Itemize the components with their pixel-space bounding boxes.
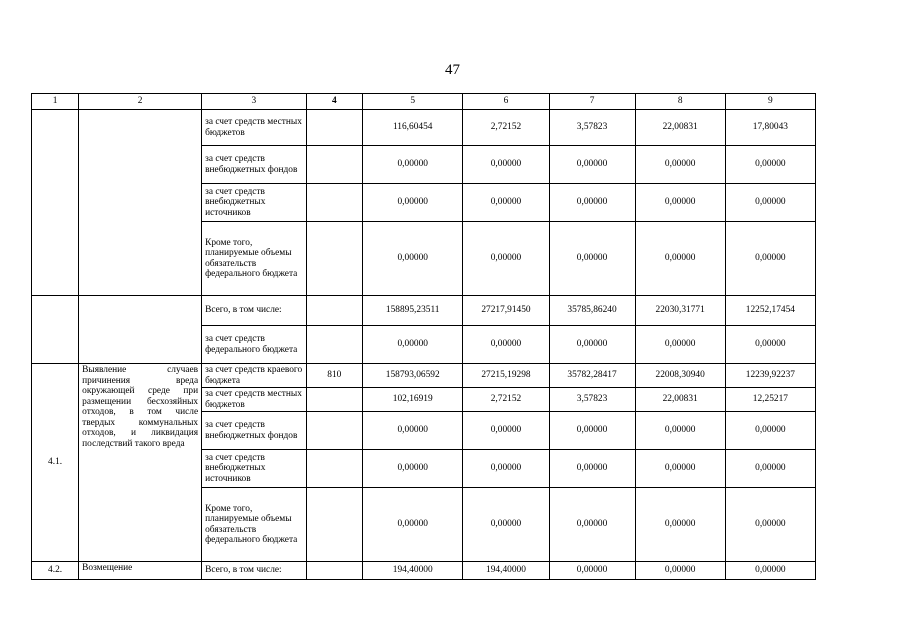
value-cell: 0,00000	[725, 412, 815, 450]
code-cell	[306, 562, 362, 580]
value-cell: 2,72152	[463, 110, 549, 146]
value-cell: 3,57823	[549, 110, 635, 146]
value-cell: 0,00000	[363, 222, 463, 296]
value-cell: 0,00000	[635, 412, 725, 450]
value-cell: 0,00000	[463, 450, 549, 488]
value-cell: 0,00000	[635, 488, 725, 562]
value-cell: 12,25217	[725, 388, 815, 412]
table-row	[32, 110, 816, 146]
value-cell: 0,00000	[363, 412, 463, 450]
header-cell: 4	[306, 94, 362, 110]
value-cell: 22008,30940	[635, 364, 725, 388]
item-title: Выявление случаев причинения вреда окружающей среде при размещении бесхозяйных отходов, в том числе твердых коммунальных отходов, и ликвидация последствий такого вреда	[79, 364, 202, 562]
value-cell: 0,00000	[463, 412, 549, 450]
value-cell: 0,00000	[363, 326, 463, 364]
value-cell: 0,00000	[363, 450, 463, 488]
header-cell: 3	[202, 94, 307, 110]
header-cell: 2	[79, 94, 202, 110]
source-cell: за счет средств краевого бюджета	[202, 364, 307, 388]
value-cell: 12239,92237	[725, 364, 815, 388]
value-cell: 0,00000	[463, 488, 549, 562]
value-cell: 22,00831	[635, 388, 725, 412]
value-cell: 22,00831	[635, 110, 725, 146]
value-cell: 0,00000	[635, 326, 725, 364]
value-cell: 194,40000	[363, 562, 463, 580]
code-cell	[306, 388, 362, 412]
value-cell: 0,00000	[549, 184, 635, 222]
table-row	[32, 296, 816, 326]
header-cell: 6	[463, 94, 549, 110]
value-cell: 0,00000	[725, 326, 815, 364]
source-cell: Кроме того, планируемые объемы обязательств федерального бюджета	[202, 222, 307, 296]
value-cell: 102,16919	[363, 388, 463, 412]
value-cell: 2,72152	[463, 388, 549, 412]
source-cell: за счет средств внебюджетных фондов	[202, 146, 307, 184]
value-cell: 0,00000	[725, 450, 815, 488]
value-cell: 0,00000	[463, 326, 549, 364]
header-cell: 1	[32, 94, 79, 110]
value-cell: 0,00000	[363, 488, 463, 562]
value-cell: 0,00000	[635, 184, 725, 222]
value-cell: 158793,06592	[363, 364, 463, 388]
source-cell: за счет средств внебюджетных фондов	[202, 412, 307, 450]
value-cell: 0,00000	[725, 488, 815, 562]
value-cell: 27217,91450	[463, 296, 549, 326]
code-cell	[306, 296, 362, 326]
code-cell	[306, 326, 362, 364]
value-cell: 0,00000	[725, 562, 815, 580]
value-cell: 0,00000	[725, 146, 815, 184]
value-cell: 158895,23511	[363, 296, 463, 326]
header-cell: 9	[725, 94, 815, 110]
value-cell: 22030,31771	[635, 296, 725, 326]
code-cell	[306, 412, 362, 450]
value-cell: 0,00000	[549, 146, 635, 184]
code-cell	[306, 110, 362, 146]
table-row	[32, 364, 816, 388]
value-cell: 0,00000	[463, 146, 549, 184]
code-cell	[306, 450, 362, 488]
value-cell: 17,80043	[725, 110, 815, 146]
value-cell: 0,00000	[549, 412, 635, 450]
value-cell: 0,00000	[363, 146, 463, 184]
item-number: 4.2.	[32, 562, 79, 580]
value-cell: 35785,86240	[549, 296, 635, 326]
source-cell: Всего, в том числе:	[202, 562, 307, 580]
code-cell	[306, 222, 362, 296]
source-cell: Кроме того, планируемые объемы обязательств федерального бюджета	[202, 488, 307, 562]
value-cell: 0,00000	[549, 222, 635, 296]
source-cell: за счет средств местных бюджетов	[202, 388, 307, 412]
source-cell: за счет средств федерального бюджета	[202, 326, 307, 364]
value-cell: 35782,28417	[549, 364, 635, 388]
value-cell: 0,00000	[725, 222, 815, 296]
number-cell	[32, 296, 79, 364]
code-cell	[306, 184, 362, 222]
value-cell: 0,00000	[549, 450, 635, 488]
title-cell	[79, 110, 202, 296]
value-cell: 27215,19298	[463, 364, 549, 388]
value-cell: 0,00000	[635, 222, 725, 296]
source-cell: Всего, в том числе:	[202, 296, 307, 326]
value-cell: 0,00000	[725, 184, 815, 222]
source-cell: за счет средств местных бюджетов	[202, 110, 307, 146]
code-cell	[306, 146, 362, 184]
value-cell: 12252,17454	[725, 296, 815, 326]
source-cell: за счет средств внебюджетных источников	[202, 450, 307, 488]
value-cell: 0,00000	[463, 184, 549, 222]
title-cell	[79, 296, 202, 364]
page-number: 47	[445, 62, 460, 78]
source-cell: за счет средств внебюджетных источников	[202, 184, 307, 222]
number-cell	[32, 110, 79, 296]
value-cell: 194,40000	[463, 562, 549, 580]
value-cell: 0,00000	[363, 184, 463, 222]
value-cell: 0,00000	[549, 488, 635, 562]
code-cell: 810	[306, 364, 362, 388]
budget-table	[31, 93, 816, 580]
item-number: 4.1.	[32, 364, 79, 562]
header-cell: 5	[363, 94, 463, 110]
item-title: Возмещение	[79, 562, 202, 580]
header-row	[32, 94, 816, 110]
value-cell: 0,00000	[463, 222, 549, 296]
value-cell: 0,00000	[549, 562, 635, 580]
value-cell: 0,00000	[635, 562, 725, 580]
table-row	[32, 562, 816, 580]
value-cell: 3,57823	[549, 388, 635, 412]
value-cell: 0,00000	[549, 326, 635, 364]
code-cell	[306, 488, 362, 562]
value-cell: 0,00000	[635, 450, 725, 488]
value-cell: 0,00000	[635, 146, 725, 184]
header-cell: 7	[549, 94, 635, 110]
value-cell: 116,60454	[363, 110, 463, 146]
header-cell: 8	[635, 94, 725, 110]
